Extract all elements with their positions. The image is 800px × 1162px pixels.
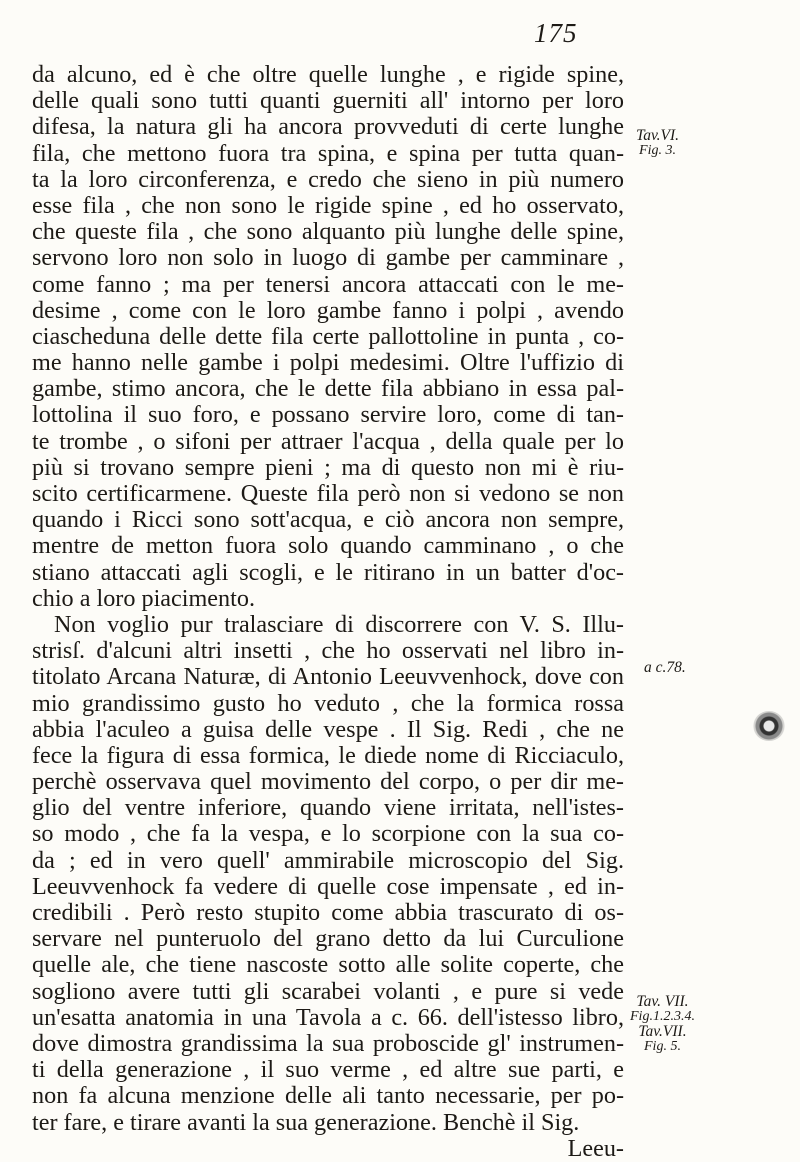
text-line: quelle ale, che tiene nascoste sotto alle solite coperte, che xyxy=(32,952,624,979)
margin-note-line: Tav. VII. xyxy=(636,993,689,1010)
text-line: scito certificarmene. Queste fila però non si vedono se non xyxy=(32,481,624,507)
catchword: Leeu- xyxy=(567,1135,624,1162)
text-line: mio grandissimo gusto ho veduto , che la formica rossa xyxy=(32,690,624,717)
text-line: chio a loro piacimento. xyxy=(32,585,255,612)
text-line: come fanno ; ma per tenersi ancora attaccati con le me- xyxy=(32,271,624,298)
text-line: che queste fila , che sono alquanto più lunghe delle spine, xyxy=(32,219,624,246)
text-line: quando i Ricci sono sott'acqua, e ciò ancora non sempre, xyxy=(32,507,624,534)
text-line: gambe, stimo ancora, che le dette fila abbiano in essa pal- xyxy=(32,376,624,403)
text-line: da ; ed in vero quell' ammirabile microscopio del Sig. xyxy=(32,847,624,874)
text-line: strisſ. d'alcuni altri insetti , che ho osservati nel libro in- xyxy=(32,638,624,665)
text-line: abbia l'aculeo a guisa delle vespe . Il Sig. Redi , che ne xyxy=(32,716,624,743)
margin-note-line: Tav.VI. xyxy=(636,127,680,144)
text-line: delle quali sono tutti quanti guerniti all' intorno per loro xyxy=(32,88,624,115)
page-number: 175 xyxy=(534,18,578,48)
text-line: mentre de metton fuora solo quando camminano , o che xyxy=(32,533,624,560)
margin-note-line: Fig. 3. xyxy=(639,143,676,158)
text-line: ter fare, e tirare avanti la sua generazione. Benchè il Sig. xyxy=(32,1109,580,1136)
text-line: difesa, la natura gli ha ancora provveduti di certe lunghe xyxy=(32,114,624,141)
text-line: te trombe , o sifoni per attraer l'acqua , della quale per lo xyxy=(32,428,624,455)
margin-note-tav7 xyxy=(630,994,695,1054)
text-line: glio del ventre inferiore, quando viene irritata, nell'istes- xyxy=(32,795,624,822)
text-line: servare nel punteruolo del grano detto da lui Curculione xyxy=(32,926,624,953)
text-line: perchè osservava quel movimento del corpo, o per dir me- xyxy=(32,769,624,796)
text-line: Leeuvvenhock fa vedere di quelle cose impensate , ed in- xyxy=(32,873,624,900)
text-line: stiano attaccati agli scogli, e le ritirano in un batter d'oc- xyxy=(32,559,624,586)
ink-stain-mark xyxy=(753,711,785,741)
text-line: più si trovano sempre pieni ; ma di questo non mi è riu- xyxy=(32,454,624,481)
margin-note-tav6 xyxy=(636,128,679,158)
text-line: dove dimostra grandissima la sua proboscide gl' instrumen- xyxy=(32,1030,624,1057)
text-line: so modo , che fa la vespa, e lo scorpione con la sua co- xyxy=(32,821,624,848)
text-line: un'esatta anatomia in una Tavola a c. 66. dell'istesso libro, xyxy=(32,1004,624,1031)
text-line: me hanno nelle gambe i polpi medesimi. Oltre l'uffizio di xyxy=(32,350,624,377)
margin-note-line: Fig. 5. xyxy=(644,1039,681,1054)
text-line: desime , come con le loro gambe fanno i polpi , avendo xyxy=(32,297,624,324)
text-line: da alcuno, ed è che oltre quelle lunghe , e rigide spine, xyxy=(32,62,624,88)
text-line: credibili . Però resto stupito come abbia trascurato di os- xyxy=(32,900,624,926)
text-line: fece la figura di essa formica, le diede nome di Ricciaculo, xyxy=(32,742,624,769)
text-line: ta la loro circonferenza, e credo che sieno in più numero xyxy=(32,166,624,193)
body-text xyxy=(32,62,624,1162)
margin-note-line: Fig.1.2.3.4. xyxy=(630,1009,695,1024)
text-line: fila, che mettono fuora tra spina, e spina per tutta quan- xyxy=(32,140,624,167)
margin-note-line: Tav.VII. xyxy=(638,1023,687,1040)
text-line: lottolina il suo foro, e possano servire loro, come di tan- xyxy=(32,402,624,429)
text-line: Non voglio pur tralasciare di discorrere con V. S. Illu- xyxy=(54,611,624,638)
margin-note-ac78 xyxy=(644,660,686,675)
text-line: ti della generazione , il suo verme , ed altre sue parti, e xyxy=(32,1057,624,1084)
text-line: non fa alcuna menzione delle ali tanto necessarie, per po- xyxy=(32,1083,624,1110)
text-line: sogliono avere tutti gli scarabei volanti , e pure si vede xyxy=(32,978,624,1005)
text-line: servono loro non solo in luogo di gambe per camminare , xyxy=(32,245,624,272)
margin-note-line: a c.78. xyxy=(644,659,686,676)
text-line: titolato Arcana Naturæ, di Antonio Leeuvvenhock, dove con xyxy=(32,664,624,691)
text-line: esse fila , che non sono le rigide spine , ed ho osservato, xyxy=(32,192,624,219)
text-line: ciascheduna delle dette fila certe pallottoline in punta , co- xyxy=(32,323,624,350)
